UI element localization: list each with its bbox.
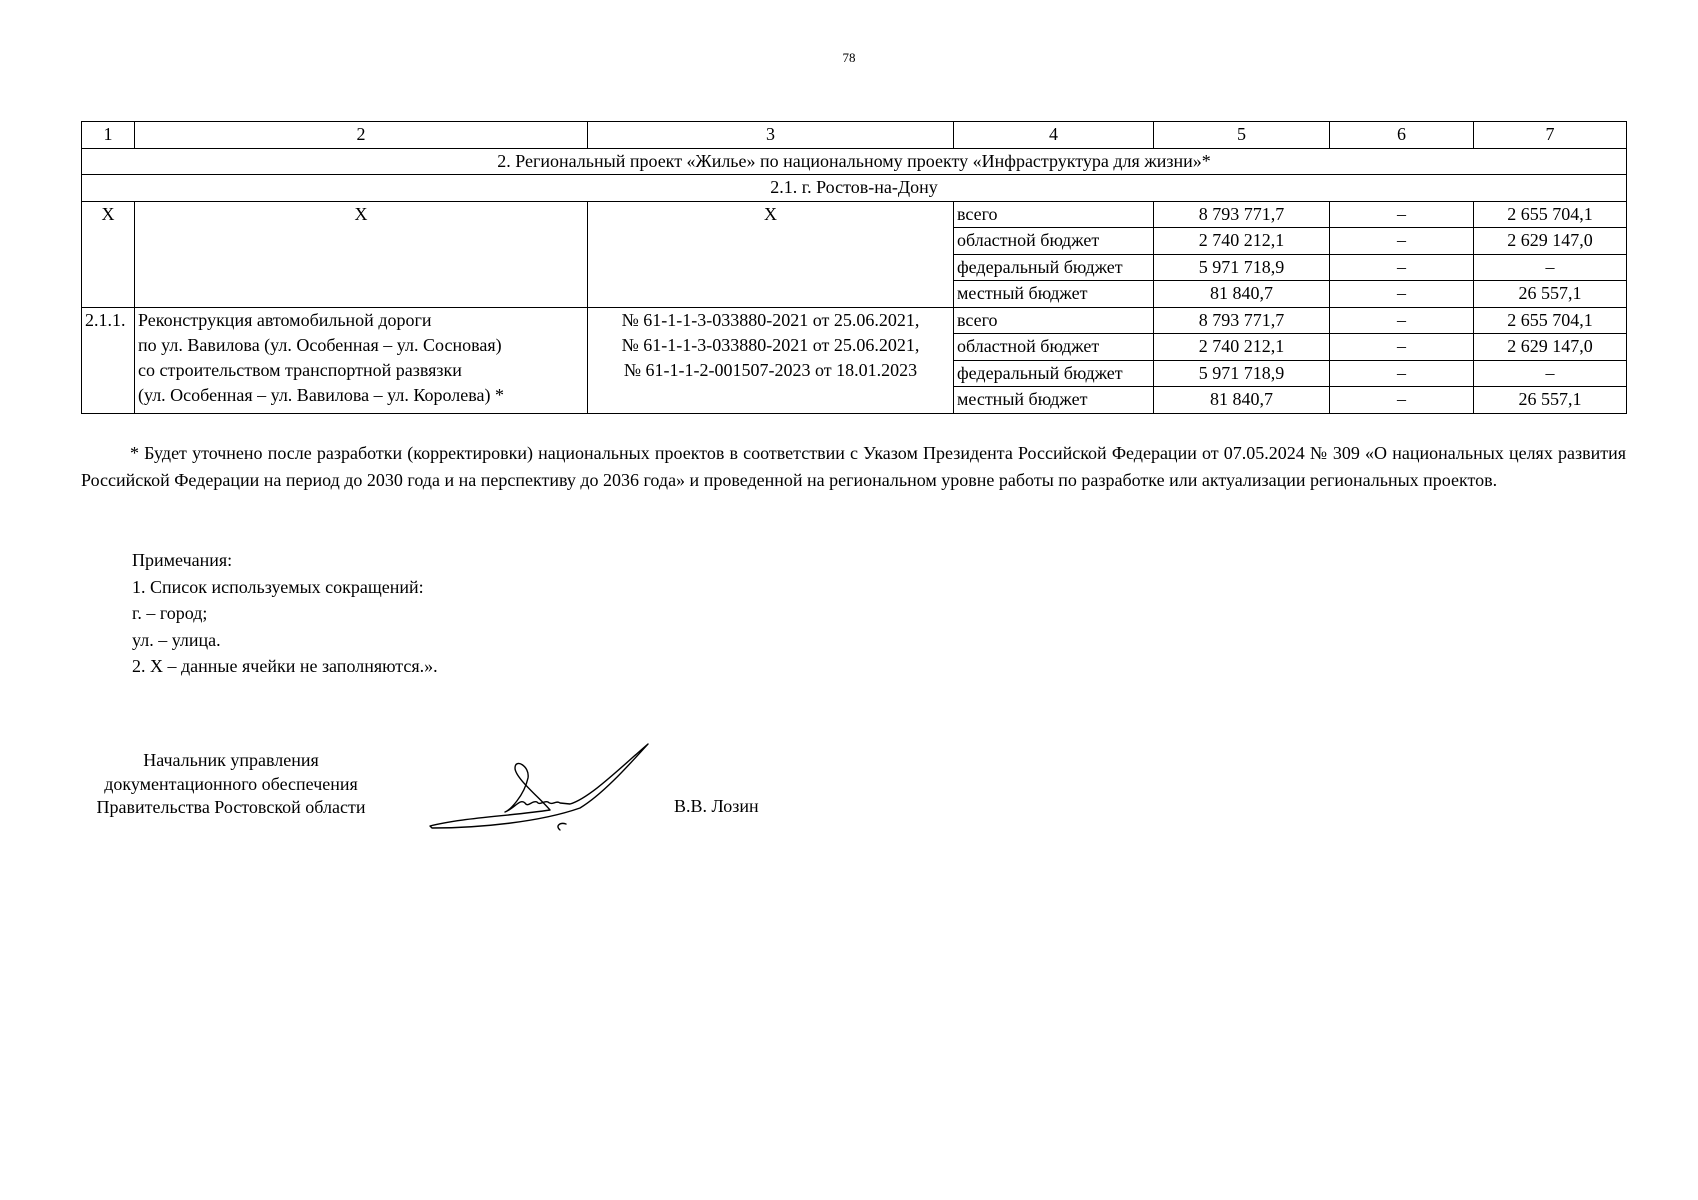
city-title-row xyxy=(82,175,1627,202)
page-number: 78 xyxy=(842,50,856,65)
amount-col5: 5 971 718,9 xyxy=(1154,254,1330,281)
funding-source: федеральный бюджет xyxy=(954,360,1154,387)
item-name xyxy=(135,307,588,413)
item-name-line: по ул. Вавилова (ул. Особенная – ул. Сосновая) xyxy=(138,334,502,355)
item-doc-line: № 61-1-1-2-001507-2023 от 18.01.2023 xyxy=(623,359,918,380)
project-title-row xyxy=(82,148,1627,175)
amount-col7: 2 629 147,0 xyxy=(1474,334,1627,361)
note-line: г. – город; xyxy=(132,603,208,623)
amount-col7: – xyxy=(1474,254,1627,281)
funding-source: местный бюджет xyxy=(954,281,1154,308)
budget-table xyxy=(81,121,1627,414)
item-number: 2.1.1. xyxy=(82,307,135,413)
position-line: Начальник управления xyxy=(143,750,319,770)
summary-col2: Х xyxy=(135,201,588,307)
amount-col7: 26 557,1 xyxy=(1474,387,1627,414)
funding-source: местный бюджет xyxy=(954,387,1154,414)
amount-col6: – xyxy=(1330,387,1474,414)
header-cell: 2 xyxy=(135,122,588,149)
handwritten-signature-icon xyxy=(420,738,660,838)
amount-col6: – xyxy=(1330,307,1474,334)
item-name-line: Реконструкция автомобильной дороги xyxy=(138,309,432,330)
amount-col6: – xyxy=(1330,360,1474,387)
position-line: Правительства Ростовской области xyxy=(96,797,366,817)
summary-col3: Х xyxy=(588,201,954,307)
funding-source: федеральный бюджет xyxy=(954,254,1154,281)
city-title: 2.1. г. Ростов-на-Дону xyxy=(82,175,1627,202)
funding-source: областной бюджет xyxy=(954,334,1154,361)
note-line: 2. Х – данные ячейки не заполняются.». xyxy=(132,656,438,676)
amount-col6: – xyxy=(1330,228,1474,255)
signer-name: В.В. Лозин xyxy=(674,796,759,816)
amount-col5: 8 793 771,7 xyxy=(1154,307,1330,334)
amount-col7: 2 655 704,1 xyxy=(1474,201,1627,228)
amount-col5: 8 793 771,7 xyxy=(1154,201,1330,228)
table-row xyxy=(82,307,1627,334)
amount-col7: 2 629 147,0 xyxy=(1474,228,1627,255)
amount-col6: – xyxy=(1330,254,1474,281)
amount-col5: 2 740 212,1 xyxy=(1154,228,1330,255)
notes xyxy=(132,547,438,680)
amount-col5: 2 740 212,1 xyxy=(1154,334,1330,361)
signatory-position xyxy=(81,749,381,820)
funding-source: всего xyxy=(954,201,1154,228)
amount-col6: – xyxy=(1330,201,1474,228)
table-row xyxy=(82,201,1627,228)
footnote: * Будет уточнено после разработки (корректировки) национальных проектов в соответствии с Указом Президента Российской Федерации от 07.05.2024 № 309 «О национальных целях развития Российской Федерации на период до 2030 года и на перспективу до 2036 года» и проведенной на региональном уровне работы по разработке или актуализации региональных проектов. xyxy=(81,443,1626,490)
note-line: ул. – улица. xyxy=(132,629,221,650)
item-doc-line: № 61-1-1-3-033880-2021 от 25.06.2021, xyxy=(621,309,920,330)
amount-col7: 2 655 704,1 xyxy=(1474,307,1627,334)
funding-source: всего xyxy=(954,307,1154,334)
amount-col5: 81 840,7 xyxy=(1154,387,1330,414)
amount-col7: – xyxy=(1474,360,1627,387)
item-doc-line: № 61-1-1-3-033880-2021 от 25.06.2021, xyxy=(621,334,920,355)
amount-col6: – xyxy=(1330,334,1474,361)
position-line: документационного обеспечения xyxy=(104,773,358,794)
amount-col6: – xyxy=(1330,281,1474,308)
table-header-row xyxy=(82,122,1627,149)
header-cell: 6 xyxy=(1330,122,1474,149)
summary-col1: Х xyxy=(82,201,135,307)
amount-col5: 5 971 718,9 xyxy=(1154,360,1330,387)
header-cell: 1 xyxy=(82,122,135,149)
project-title: 2. Региональный проект «Жилье» по национальному проекту «Инфраструктура для жизни»* xyxy=(82,148,1627,175)
item-name-line: со строительством транспортной развязки xyxy=(138,359,462,380)
item-documents xyxy=(588,307,954,413)
note-line: 1. Список используемых сокращений: xyxy=(132,576,424,597)
header-cell: 4 xyxy=(954,122,1154,149)
notes-title: Примечания: xyxy=(132,550,233,570)
header-cell: 7 xyxy=(1474,122,1627,149)
item-name-line: (ул. Особенная – ул. Вавилова – ул. Королева) * xyxy=(138,384,504,405)
amount-col5: 81 840,7 xyxy=(1154,281,1330,308)
header-cell: 5 xyxy=(1154,122,1330,149)
header-cell: 3 xyxy=(588,122,954,149)
funding-source: областной бюджет xyxy=(954,228,1154,255)
amount-col7: 26 557,1 xyxy=(1474,281,1627,308)
